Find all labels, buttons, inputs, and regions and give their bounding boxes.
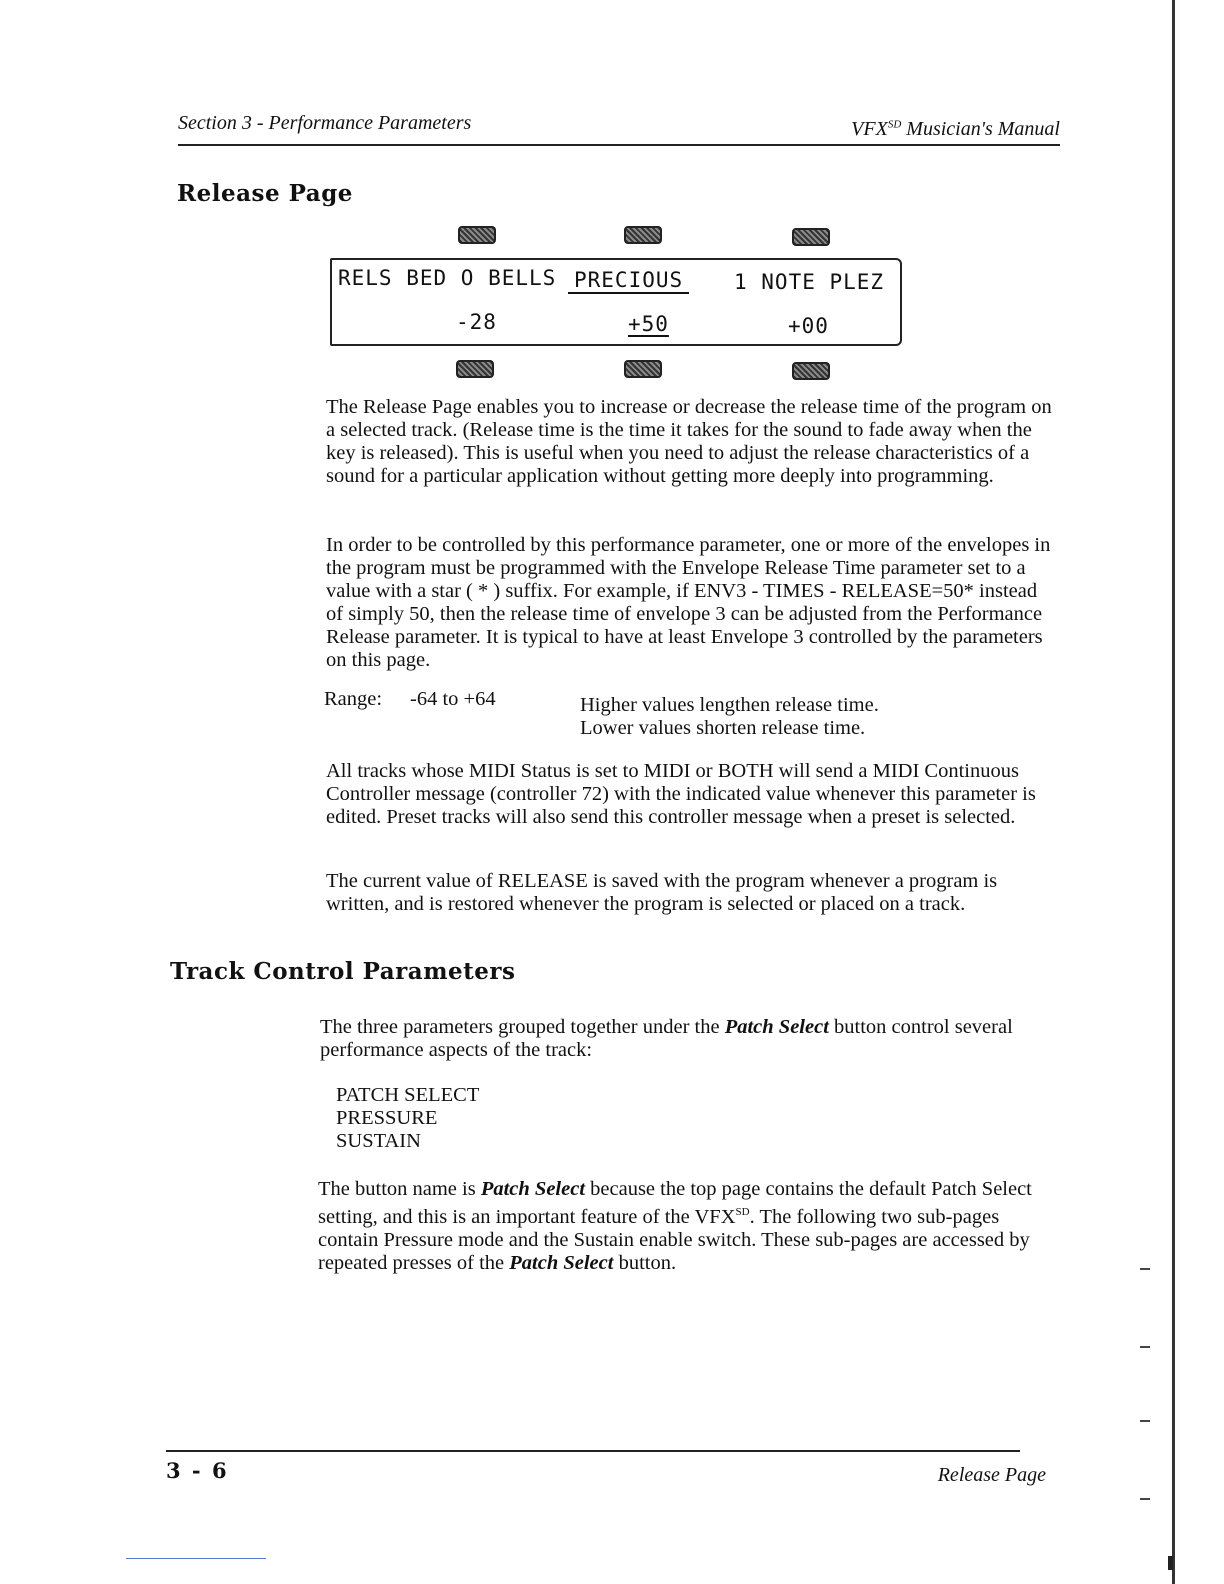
lcd-program-name: PRECIOUS xyxy=(568,268,689,294)
release-paragraph-envelope: In order to be controlled by this performance parameter, one or more of the envelopes in the program must be programmed with the Envelope Release Time parameter set to a value with a star ( * ) suffix. For example, if ENV3 - TIMES - RELEASE=50* instead of simply 50, then the release time of envelope 3 can be adjusted from the Performance Release parameter. It is typical to have at least Envelope 3 controlled by the parameters on this page. xyxy=(326,534,1051,671)
lcd-title: RELS BED O BELLS xyxy=(338,266,557,290)
lcd-soft-button-top-center[interactable] xyxy=(624,226,662,244)
release-page-heading: Release Page xyxy=(177,180,353,207)
edge-mark xyxy=(1168,1556,1173,1570)
release-paragraph-midi: All tracks whose MIDI Status is set to MIDI or BOTH will send a MIDI Continuous Controller message (controller 72) with the indicated value whenever this parameter is edited. Preset tracks will also send this controller message when a preset is selected. xyxy=(326,760,1036,828)
range-label: Range: xyxy=(324,688,383,710)
list-item: SUSTAIN xyxy=(336,1130,421,1152)
header-manual-title: $VFX^{SD}$ Musician's Manual xyxy=(851,118,1060,140)
lcd-value-center: +50 xyxy=(628,312,669,336)
header-rule xyxy=(178,144,1060,146)
lcd-soft-button-bottom-center[interactable] xyxy=(624,360,662,378)
edge-mark xyxy=(1140,1346,1150,1348)
footer-rule xyxy=(166,1450,1020,1452)
lcd-soft-button-top-left[interactable] xyxy=(458,226,496,244)
header-section-title: Section 3 - Performance Parameters xyxy=(178,112,472,134)
list-item: PRESSURE xyxy=(336,1107,438,1129)
lcd-display xyxy=(330,258,902,346)
list-item: PATCH SELECT xyxy=(336,1084,480,1106)
edge-mark xyxy=(1140,1268,1150,1270)
release-paragraph-saved: The current value of RELEASE is saved with the program whenever a program is written, and is restored whenever the program is selected or placed on a track. xyxy=(326,870,998,915)
lcd-soft-button-bottom-right[interactable] xyxy=(792,362,830,380)
page-edge-line xyxy=(1172,0,1175,1584)
footer-section-name: Release Page xyxy=(937,1464,1046,1486)
page-number: 3 - 6 xyxy=(166,1458,229,1483)
range-value: -64 to +64 xyxy=(410,688,496,710)
lcd-soft-button-bottom-left[interactable] xyxy=(456,360,494,378)
track-control-heading: Track Control Parameters xyxy=(170,958,516,985)
lcd-value-left: -28 xyxy=(456,310,497,334)
lcd-note: 1 NOTE PLEZ xyxy=(734,270,885,294)
release-paragraph-intro: The Release Page enables you to increase or decrease the release time of the program on a selected track. (Release time is the time it takes for the sound to fade away when the key is released). This is useful when you need to adjust the release characteristics of a sound for a particular application without getting more deeply into programming. xyxy=(326,396,1052,487)
lcd-value-right: +00 xyxy=(788,314,829,338)
bottom-line xyxy=(126,1558,266,1559)
edge-mark xyxy=(1140,1498,1150,1500)
range-description: Higher values lengthen release time. Lower values shorten release time. xyxy=(580,694,879,739)
track-control-paragraph-intro: The three parameters grouped together under the Patch Select button control several performance aspects of the track: xyxy=(320,1016,1013,1061)
lcd-soft-button-top-right[interactable] xyxy=(792,228,830,246)
edge-mark xyxy=(1140,1420,1150,1422)
track-control-paragraph-button: The button name is Patch Select because the top page contains the default Patch Select setting, and this is an important feature of the $VFX^{SD}$. The following two sub-pages contain Pressure mode and the Sustain enable switch. These sub-pages are accessed by repeated presses of the Patch Select button. xyxy=(318,1178,1032,1274)
parameter-list xyxy=(336,1084,479,1153)
